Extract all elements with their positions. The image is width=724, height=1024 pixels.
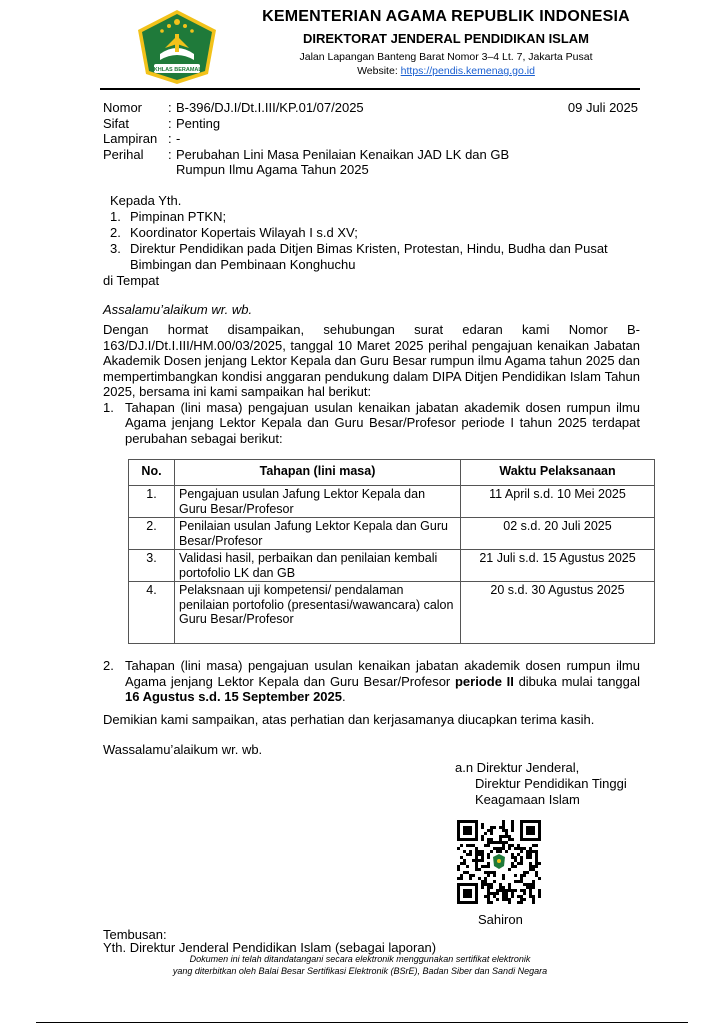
tembusan-label: Tembusan: [103,927,167,942]
cell-no: 4. [129,582,175,644]
colon: : [168,100,172,115]
note-line-1: Dokumen ini telah ditandatangani secara elektronik menggunakan sertifikat elektronik [189,954,531,964]
cell-step: Validasi hasil, perbaikan dan penilaian kembali portofolio LK dan GB [175,550,461,582]
cell-step: Pelaksnaan uji kompetensi/ pendalaman penilaian portofolio (presentasi/wawancara) calon Guru Besar/Profesor [175,582,461,644]
table-row [129,582,655,644]
kepada-yth: Kepada Yth. [110,193,182,208]
list-number: 2. [110,225,121,240]
period-ii-dates: 16 Agustus s.d. 15 September 2025 [125,689,343,704]
colon: : [168,146,172,162]
cell-time: 21 Juli s.d. 15 Agustus 2025 [461,550,655,582]
signatory-line-2: Direktur Pendidikan Tinggi [475,776,627,791]
perihal-label: Perihal [103,146,144,162]
list-number: 1. [110,209,121,224]
perihal-row [103,147,643,178]
column-header-time: Waktu Pelaksanaan [461,460,655,486]
cell-no: 3. [129,550,175,582]
qr-code-icon [457,820,541,904]
opening-greeting: Assalamu’alaikum wr. wb. [103,302,253,317]
sifat-row [103,116,643,132]
colon: : [168,131,172,146]
letter-meta [103,100,643,178]
intro-paragraph: Dengan hormat disampaikan, sehubungan surat edaran kami Nomor B-163/DJ.I/Dt.I.III/HM.00/03/2025, tanggal 10 Maret 2025 perihal pengajuan kenaikan Jabatan Akademik Dosen jenjang Lektor Kepala dan Guru Besar rumpun ilmu Agama tahun 2025 dan mempertimbangkan kondisi anggaran pendukung dalam DIPA Ditjen Pendidikan Islam Tahun 2025, bersama ini kami sampaikan hal berikut: [103,322,640,399]
list-item [110,225,643,241]
period-ii-bold: periode II [454,673,514,689]
letter-date: 09 Juli 2025 [567,100,638,115]
list-number: 3. [110,241,121,256]
cell-time: 02 s.d. 20 Juli 2025 [461,518,655,550]
sifat-value: Penting [176,115,221,131]
point-number: 1. [103,399,114,415]
cell-no: 2. [129,518,175,550]
office-address: Jalan Lapangan Banteng Barat Nomor 3–4 Lt. 7, Jakarta Pusat [299,51,593,63]
addressee-list [103,209,643,273]
list-text: Koordinator Kopertais Wilayah I s.d XV; [130,225,358,240]
svg-text:IKHLAS BERAMAL: IKHLAS BERAMAL [152,67,202,73]
point-text: Tahapan (lini masa) pengajuan usulan kenaikan jabatan akademik dosen rumpun ilmu Agama jenjang Lektor Kepala dan Guru Besar/Profesor periode I tahun 2025 terdapat perubahan sebagai berikut: [125,399,640,446]
cell-time: 11 April s.d. 10 Mei 2025 [461,486,655,518]
closing-greeting: Wassalamu’alaikum wr. wb. [103,742,263,757]
cell-no: 1. [129,486,175,518]
letter-body [103,322,640,446]
table-row [129,518,655,550]
lampiran-row [103,131,643,147]
cell-step: Penilaian usulan Jafung Lektor Kepala dan Guru Besar/Profesor [175,518,461,550]
list-item [110,241,643,273]
perihal-line-2: Rumpun Ilmu Agama Tahun 2025 [176,162,369,177]
kemenag-logo [132,8,222,86]
di-tempat: di Tempat [103,273,160,288]
nomor-value: B-396/DJ.I/Dt.I.III/KP.01/07/2025 [176,100,364,115]
ministry-name: KEMENTERIAN AGAMA REPUBLIK INDONESIA [262,8,630,25]
column-header-no: No. [129,460,175,486]
column-header-step: Tahapan (lini masa) [175,460,461,486]
signatory-name: Sahiron [478,912,523,927]
directorate-name: DIREKTORAT JENDERAL PENDIDIKAN ISLAM [302,31,590,46]
list-item [110,209,643,225]
point-text-a: Tahapan (lini masa) pengajuan usulan kenaikan jabatan akademik dosen rumpun ilmu Agama jenjang Lektor Kepala dan Guru Besar/Profesor [125,658,640,689]
table-header-row [129,460,655,486]
tembusan-text: Yth. Direktur Jenderal Pendidikan Islam (sebagai laporan) [103,940,437,955]
signatory-line-1: a.n Direktur Jenderal, [455,760,580,775]
note-line-2: yang diterbitkan oleh Balai Besar Sertifikasi Elektronik (BSrE), Badan Siber dan Sandi Negara [172,966,548,976]
table-row [129,486,655,518]
perihal-line-1: Perubahan Lini Masa Penilaian Kenaikan JAD LK dan GB [176,146,510,162]
closing-paragraph: Demikian kami sampaikan, atas perhatian dan kerjasamanya diucapkan terima kasih. [103,712,595,727]
tembusan-block [103,928,436,954]
website-label: Website: [357,65,401,77]
point-text [125,658,640,705]
e-signature-note [140,953,580,977]
nomor-row [103,100,643,116]
header-divider [100,88,640,90]
point-number: 2. [103,658,114,673]
letterhead [236,8,656,77]
signatory-line-3: Keagamaan Islam [475,792,580,807]
table-row [129,550,655,582]
nomor-label: Nomor [103,100,143,115]
website-line [236,65,656,77]
cell-step: Pengajuan usulan Jafung Lektor Kepala dan Guru Besar/Profesor [175,486,461,518]
addressee-block [103,193,643,289]
footer-divider [36,1022,688,1023]
website-link[interactable]: https://pendis.kemenag.go.id [400,65,535,77]
lampiran-value: - [176,131,181,146]
timeline-table [128,459,655,644]
signatory-block [455,760,627,808]
list-text: Direktur Pendidikan pada Ditjen Bimas Kristen, Protestan, Hindu, Budha dan Pusat Bimbingan dan Pembinaan Konghuchu [130,241,608,272]
point-text-c: . [342,689,346,704]
point-2 [103,658,640,705]
list-text: Pimpinan PTKN; [130,209,227,224]
colon: : [168,115,172,131]
point-text-b: dibuka mulai tanggal [513,673,640,689]
perihal-value [176,147,643,178]
sifat-label: Sifat [103,115,130,131]
cell-time: 20 s.d. 30 Agustus 2025 [461,582,655,644]
point-1 [103,400,640,447]
lampiran-label: Lampiran [103,131,158,146]
